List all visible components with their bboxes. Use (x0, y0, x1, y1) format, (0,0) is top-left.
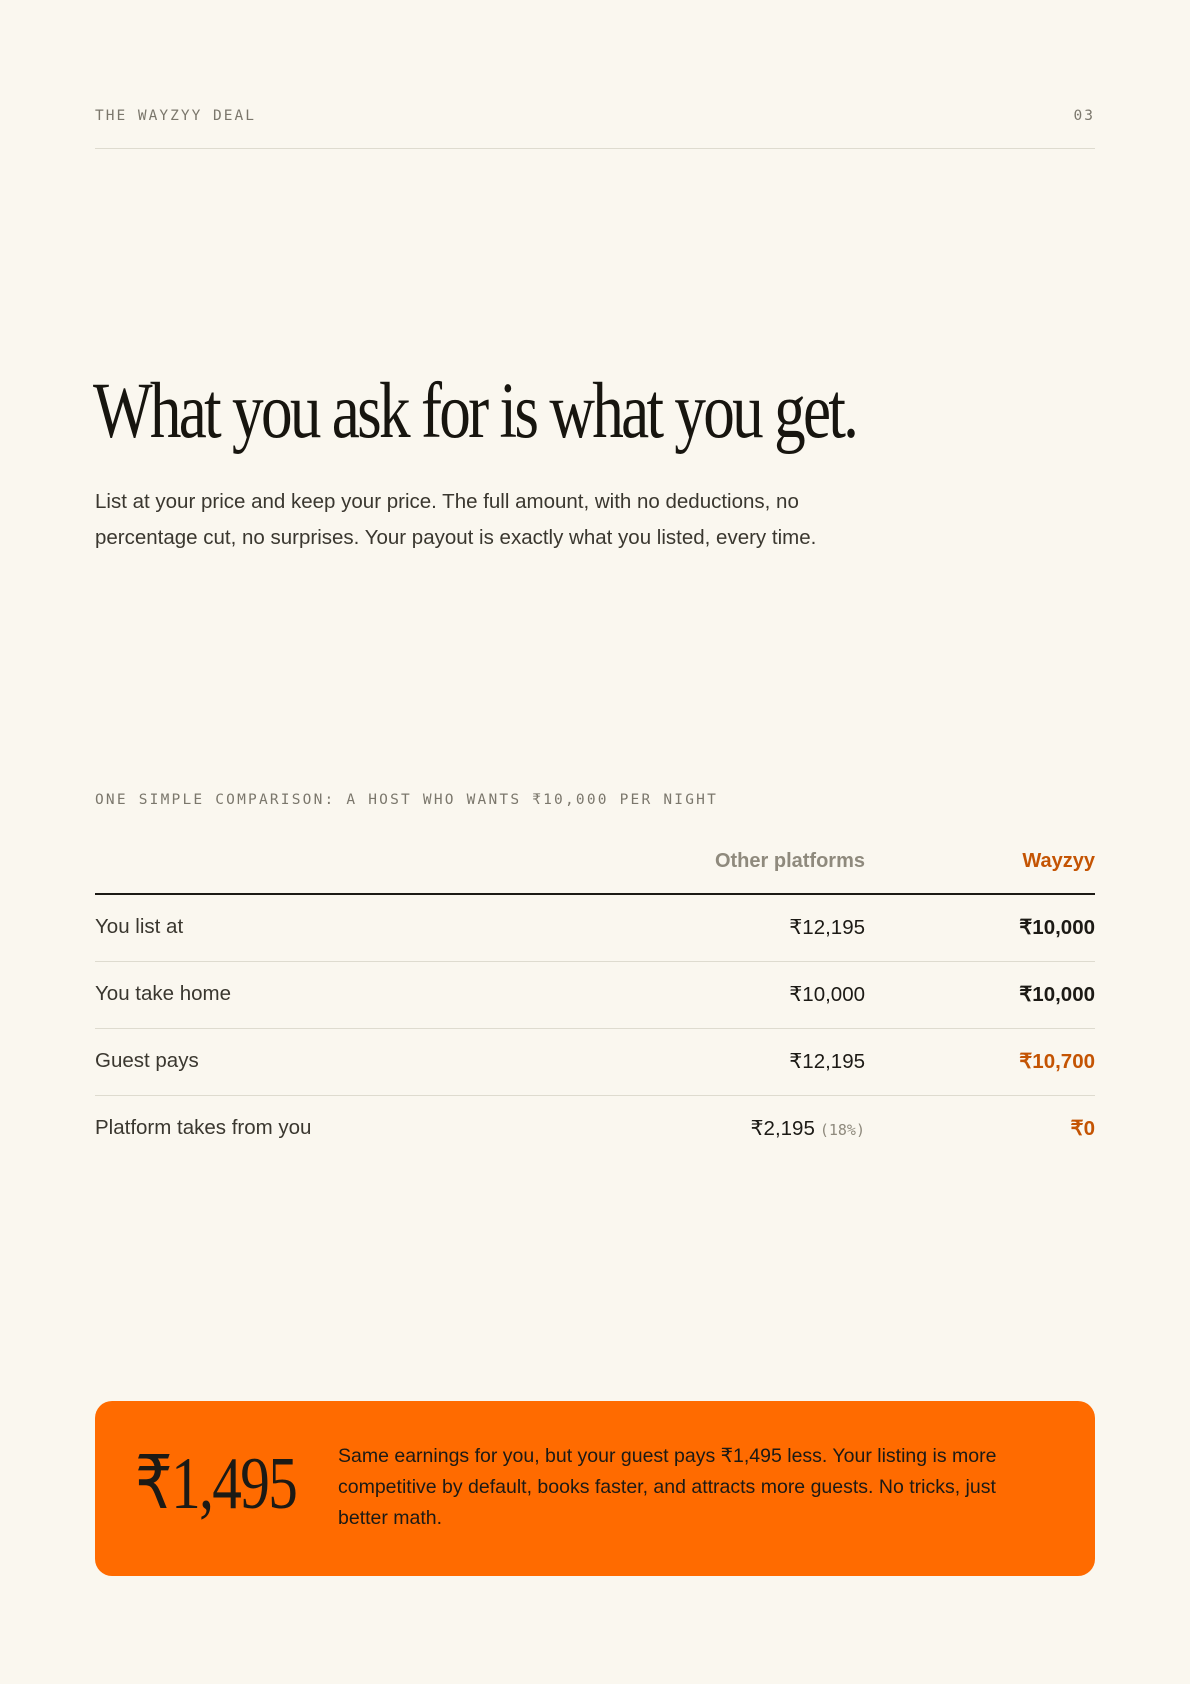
comparison-label: ONE SIMPLE COMPARISON: A HOST WHO WANTS ₹10,000 PER NIGHT (95, 792, 718, 808)
other-platforms-value: ₹10,000 (789, 983, 865, 1006)
wayzyy-value: ₹10,000 (1019, 983, 1095, 1006)
table-row-you-list-at (95, 895, 1095, 962)
table-row-you-take-home (95, 962, 1095, 1029)
page-number: 03 (1073, 108, 1095, 124)
percentage-note: (18%) (819, 1121, 865, 1139)
savings-amount: ₹1,495 (135, 1443, 297, 1525)
wayzyy-value: ₹10,000 (1019, 916, 1095, 939)
comparison-table (95, 846, 1095, 1162)
table-row-platform-takes (95, 1096, 1095, 1162)
header-label: THE WAYZYY DEAL (95, 108, 256, 124)
column-header-wayzyy: Wayzyy (1022, 850, 1095, 872)
table-row-guest-pays (95, 1029, 1095, 1096)
intro-paragraph: List at your price and keep your price. The full amount, with no deductions, no percentage cut, no surprises. Your payout is exactly what you listed, every time. (95, 490, 817, 549)
row-label: Platform takes from you (95, 1116, 312, 1139)
other-platforms-value: ₹2,195 (18%) (750, 1117, 865, 1140)
table-header (95, 846, 1095, 895)
column-header-other-platforms: Other platforms (714, 850, 865, 872)
other-platforms-value: ₹12,195 (789, 916, 865, 939)
savings-description: Same earnings for you, but your guest pays ₹1,495 less. Your listing is more competitive by default, books faster, and attracts more guests. No tricks, just better math. (338, 1445, 997, 1529)
savings-callout (95, 1401, 1095, 1576)
page-header (95, 105, 1095, 149)
wayzyy-value: ₹0 (1070, 1117, 1095, 1140)
row-label: You list at (95, 915, 184, 938)
wayzyy-value: ₹10,700 (1019, 1050, 1095, 1073)
row-label: You take home (95, 982, 232, 1005)
row-label: Guest pays (95, 1049, 199, 1072)
other-platforms-value: ₹12,195 (789, 1050, 865, 1073)
headline: What you ask for is what you get. (93, 368, 857, 455)
